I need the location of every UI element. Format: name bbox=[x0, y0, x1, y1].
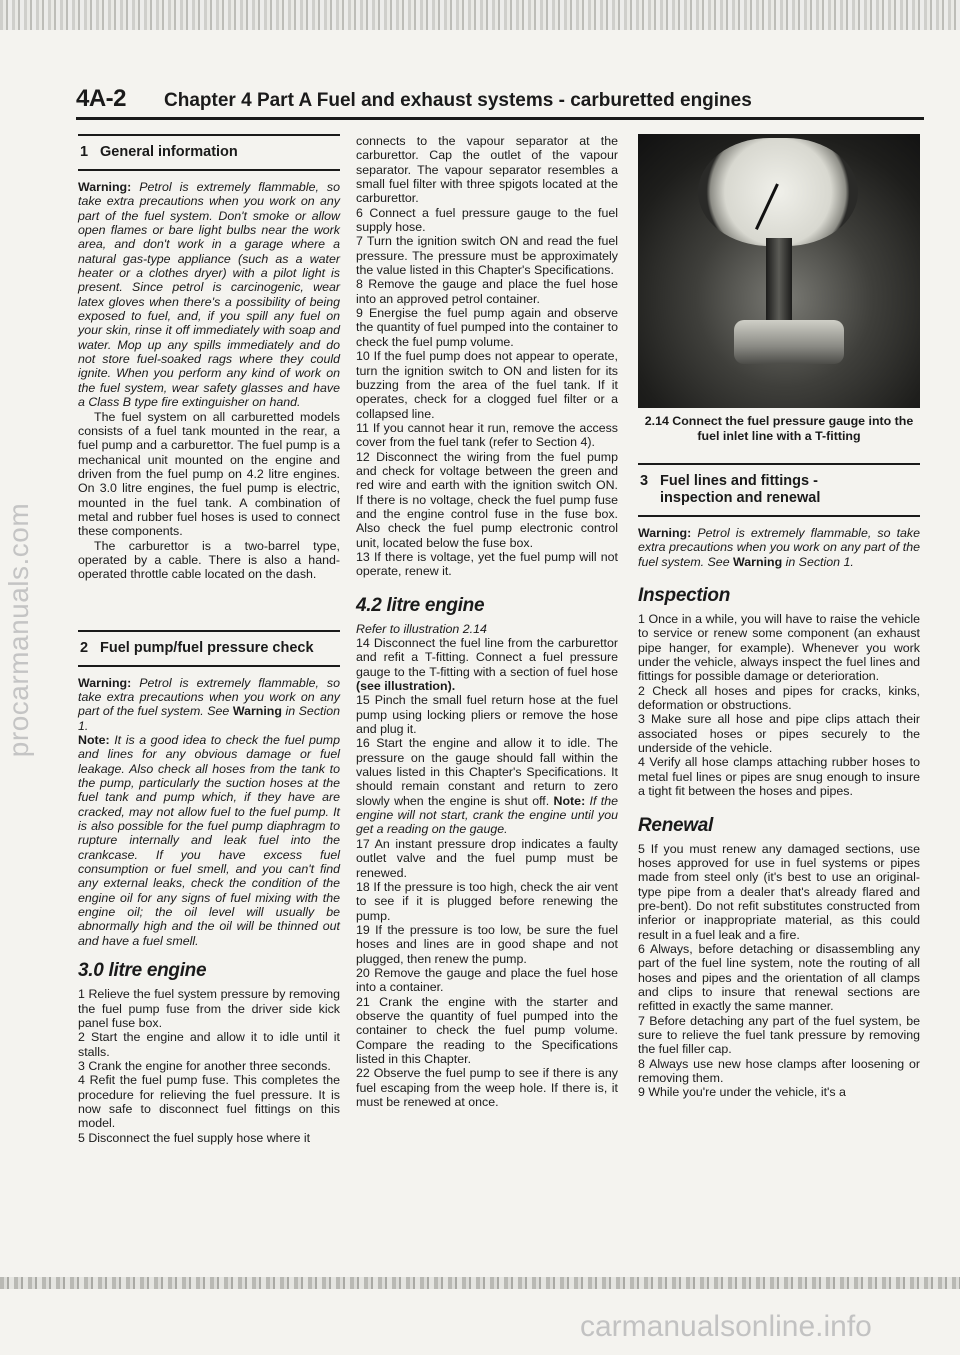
illustration-reference: Refer to illustration 2.14 bbox=[356, 621, 487, 636]
fuel-pressure-gauge-photo bbox=[638, 134, 920, 408]
step-8: 8 Remove the gauge and place the fuel hose into an approved petrol container. bbox=[356, 277, 618, 306]
inspection-step-4: 4 Verify all hose clamps attaching rubber hoses to metal fuel lines or pipes are snug enough to insure a tight fit between the hoses and pipes. bbox=[638, 755, 920, 799]
step-15: 15 Pinch the small fuel return hose at the fuel pump using locking pliers or remove the hose and plug it. bbox=[356, 693, 618, 737]
section-2-warning: Warning: Petrol is extremely flammable, so take extra precautions when you work on any part of the fuel system. See Warning in Section 1. bbox=[78, 675, 340, 733]
subheading-4-2-litre: 4.2 litre engine bbox=[356, 594, 485, 616]
step-13: 13 If there is voltage, yet the fuel pump will not operate, renew it. bbox=[356, 549, 618, 579]
t-fitting-image bbox=[734, 320, 844, 364]
renewal-step-5: 5 If you must renew any damaged sections, use hoses approved for use in fuel systems or pipes made from steel only (it's best to use an original-type pipe from a dealer that's already flared and pre-bent). Do not refit substitutes constructed from inferior or inappropriate material, as this could result in a fuel leak and a fire. bbox=[638, 841, 920, 942]
step-11: 11 If you cannot hear it run, remove the access cover from the fuel tank (refer to Section 4). bbox=[356, 420, 618, 450]
step-2: 2 Start the engine and allow it to idle until it stalls. bbox=[78, 1030, 340, 1059]
step-16: 16 Start the engine and allow it to idle. The pressure on the gauge should fall within the values listed in this Chapter's Specifications. It should remain constant and return to zero slowly when the engine is shut off. Note: If the engine will not start, crank the engine until you get a reading on the gauge. bbox=[356, 736, 618, 837]
subheading-3-0-litre: 3.0 litre engine bbox=[78, 960, 207, 982]
step-17: 17 An instant pressure drop indicates a faulty outlet valve and the fuel pump must be renewed. bbox=[356, 836, 618, 880]
watermark-left: procarmanuals.com bbox=[3, 502, 34, 758]
section-2-note: Note: It is a good idea to check the fuel pump and lines for any obvious damage or fuel leakage. Also check all hoses from the tank to the pump, particularly the suction hoses at the fuel tank and pump which, if they have are cracked, may not allow fuel to the fuel pump. It is also possible for the fuel pump diaphragm to rupture internally and leak fuel into the crankcase. If you have excess fuel consumption or fuel smell, and you can't find any external leaks, check the condition of the engine oil for any signs of fuel mixing with the engine oil; the oil level will usually be abnormally high and the oil will be thinned out and have a fuel smell. bbox=[78, 733, 340, 948]
step-1: 1 Relieve the fuel system pressure by removing the fuel pump fuse from the driver side kick panel fuse box. bbox=[78, 987, 340, 1030]
renewal-step-6: 6 Always, before detaching or disassembling any part of the fuel line system, note the routing of all hoses and pipes and the orientation of all clamps and clips to insure that renewal sections are refitted in exactly the same manner. bbox=[638, 941, 920, 1014]
section-1-para-2: The carburettor is a two-barrel type, operated by a cable. There is also a hand-operated throttle cable located on the dash. bbox=[78, 538, 340, 582]
section-1-warning: Warning: Petrol is extremely flammable, so take extra precautions when you work on any part of the fuel system. Don't smoke or allow open flames or bare light bulbs near the work area, and don't work in a garage where a natural gas-type appliance (such as a water heater or a clothes dryer) with a pilot light is present. Since petrol is carcinogenic, wear latex gloves when there's a possibility of being exposed to fuel, and, if you spill any fuel on your skin, rinse it off immediately with soap and water. Mop up any spills immediately and do not store fuel-soaked rags where they could ignite. When you perform any kind of work on the fuel system, wear safety glasses and have a Class B type fire extinguisher on hand. bbox=[78, 180, 340, 410]
section-2-heading: 2 Fuel pump/fuel pressure check bbox=[78, 630, 340, 667]
subheading-inspection: Inspection bbox=[638, 585, 731, 607]
gauge-dial-image bbox=[698, 138, 858, 246]
photo-caption: 2.14 Connect the fuel pressure gauge into the fuel inlet line with a T-fitting bbox=[644, 414, 914, 443]
column-1 bbox=[78, 134, 340, 1145]
inspection-step-3: 3 Make sure all hose and pipe clips attach their associated hoses or pipes securely to the underside of the vehicle. bbox=[638, 712, 920, 756]
page-header bbox=[76, 86, 924, 120]
chapter-title: Chapter 4 Part A Fuel and exhaust systems - carburetted engines bbox=[164, 90, 752, 111]
step-20: 20 Remove the gauge and place the fuel hose into a container. bbox=[356, 965, 618, 995]
step-19: 19 If the pressure is too low, be sure the fuel hoses and lines are in good shape and not plugged, then renew the pump. bbox=[356, 922, 618, 966]
section-3-heading: 3 Fuel lines and fittings - inspection and renewal bbox=[638, 463, 920, 517]
column-3 bbox=[638, 134, 920, 1100]
step-18: 18 If the pressure is too high, check the air vent to see if it is plugged before renewing the pump. bbox=[356, 879, 618, 923]
hose-image bbox=[766, 238, 792, 330]
continued-text: connects to the vapour separator at the carburettor. Cap the outlet of the vapour separator. The vapour separator resembles a small fuel filter with three spigots located at the carburettor. bbox=[356, 134, 618, 206]
step-10: 10 If the fuel pump does not appear to operate, turn the ignition switch to ON and listen for its buzzing from the area of the fuel tank. If it operates, check for a clogged fuel filter or a collapsed line. bbox=[356, 349, 618, 421]
subheading-renewal: Renewal bbox=[638, 814, 713, 836]
section-3-warning: Warning: Petrol is extremely flammable, so take extra precautions when you work on any part of the fuel system. See Warning in Section 1. bbox=[638, 526, 920, 569]
step-7: 7 Turn the ignition switch ON and read the fuel pressure. The pressure must be approximately the value listed in this Chapter's Specifications. bbox=[356, 234, 618, 278]
step-6: 6 Connect a fuel pressure gauge to the fuel supply hose. bbox=[356, 205, 618, 235]
step-5: 5 Disconnect the fuel supply hose where it bbox=[78, 1130, 311, 1145]
step-12: 12 Disconnect the wiring from the fuel pump and check for voltage between the green and red wire and earth with the ignition switch ON. If there is no voltage, check the fuel pump fuse and the engine control fuse in the fuse box. Also check the fuel pump electronic control unit, located below the fuse box. bbox=[356, 449, 618, 550]
renewal-step-7: 7 Before detaching any part of the fuel system, be sure to relieve the fuel tank pressure by removing the fuel filler cap. bbox=[638, 1013, 920, 1057]
step-14: 14 Disconnect the fuel line from the carburettor and refit a T-fitting. Connect a fuel pressure gauge to the T-fitting with a section of fuel hose (see illustration). bbox=[356, 636, 618, 694]
watermark-bottom: carmanualsonline.info bbox=[580, 1310, 872, 1343]
column-2 bbox=[356, 134, 618, 1109]
step-22: 22 Observe the fuel pump to see if there is any fuel escaping from the weep hole. If there is, it must be renewed at once. bbox=[356, 1066, 618, 1109]
step-21: 21 Crank the engine with the starter and observe the quantity of fuel pumped into the container to check the fuel pump volume. Compare the reading to the Specifications listed in this Chapter. bbox=[356, 994, 618, 1066]
section-1-heading: 1 General information bbox=[78, 134, 340, 171]
step-9: 9 Energise the fuel pump again and observe the quantity of fuel pumped into the container to check the fuel pump volume. bbox=[356, 306, 618, 349]
step-3: 3 Crank the engine for another three seconds. bbox=[78, 1058, 331, 1073]
renewal-step-8: 8 Always use new hose clamps after loosening or removing them. bbox=[638, 1056, 920, 1085]
step-4: 4 Refit the fuel pump fuse. This completes the procedure for relieving the fuel pressure. It is now safe to disconnect fuel fittings on this model. bbox=[78, 1073, 340, 1131]
page-number: 4A-2 bbox=[76, 85, 127, 112]
section-1-para-1: The fuel system on all carburetted models consists of a fuel tank mounted in the rear, a fuel pump and a carburettor. The fuel pump is a mechanical unit mounted on the engine and driven from the fuel pump on 4.2 litre engines. On 3.0 litre engines, the fuel pump is electric, mounted in the fuel tank. A combination of metal and rubber fuel hoses is used to connect these components. bbox=[78, 409, 340, 539]
scan-edge-bottom bbox=[0, 1277, 960, 1289]
renewal-step-9: 9 While you're under the vehicle, it's a bbox=[638, 1085, 846, 1100]
inspection-step-2: 2 Check all hoses and pipes for cracks, kinks, deformation or obstructions. bbox=[638, 683, 920, 713]
scan-edge-top bbox=[0, 0, 960, 30]
inspection-step-1: 1 Once in a while, you will have to raise the vehicle to service or renew some component (an exhaust pipe hanger, for example). Whenever you work under the vehicle, always inspect the fuel lines and fittings for possible damage or deterioration. bbox=[638, 612, 920, 684]
